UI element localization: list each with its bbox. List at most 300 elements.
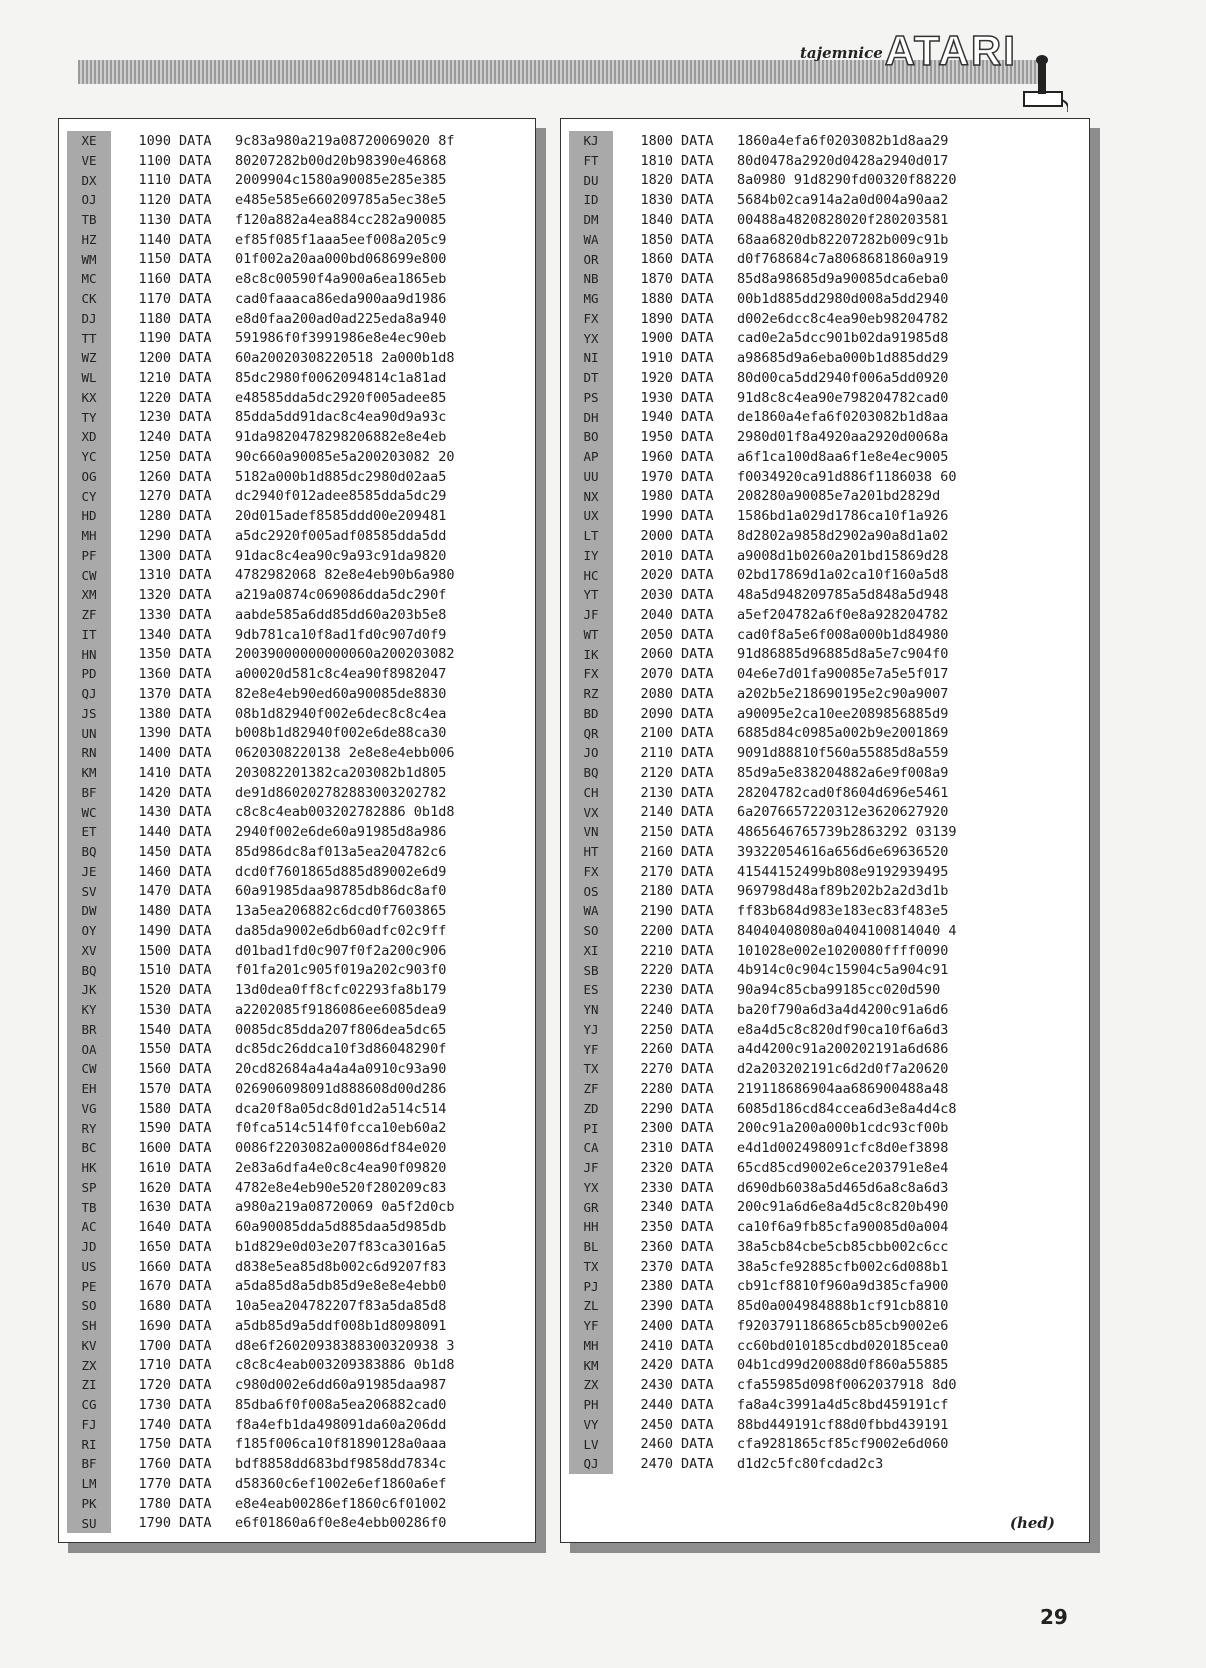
checksum-code: VG <box>67 1099 111 1119</box>
line-number: 1850 <box>640 231 673 248</box>
hex-data: 08b1d82940f002e6dec8c8c4ea <box>235 705 447 722</box>
data-keyword: DATA <box>681 705 714 722</box>
hex-data: d2a203202191c6d2d0f7a20620 <box>737 1061 949 1078</box>
line-number: 1610 <box>138 1159 171 1176</box>
line-number: 2390 <box>640 1298 673 1315</box>
checksum-code: BQ <box>67 842 111 862</box>
hex-data: a980a219a08720069 0a5f2d0cb <box>235 1199 455 1216</box>
checksum-code: CW <box>67 1059 111 1079</box>
hex-data: a4d4200c91a200202191a6d686 <box>737 1041 949 1058</box>
hex-data: 13a5ea206882c6dcd0f7603865 <box>235 903 447 920</box>
checksum-code: CW <box>67 566 111 586</box>
hex-data: dcd0f7601865d885d89002e6d9 <box>235 863 447 880</box>
code-line <box>569 585 956 605</box>
checksum-code: SB <box>569 961 613 981</box>
code-line <box>67 1217 454 1237</box>
data-keyword: DATA <box>681 211 714 228</box>
hex-data: c8c8c4eab003209383886 0b1d8 <box>235 1357 455 1374</box>
line-number: 1680 <box>138 1298 171 1315</box>
listing-panel-left <box>58 118 536 1543</box>
hex-data: 200c91a6d6e8a4d5c8c820b490 <box>737 1199 949 1216</box>
checksum-code: FJ <box>67 1415 111 1435</box>
checksum-code: MC <box>67 269 111 289</box>
hex-data: dc85dc26ddca10f3d86048290f <box>235 1041 447 1058</box>
code-line <box>67 645 454 665</box>
data-keyword: DATA <box>681 1080 714 1097</box>
data-keyword: DATA <box>681 903 714 920</box>
line-number: 1510 <box>138 962 171 979</box>
checksum-code: OG <box>67 467 111 487</box>
hex-data: 6a2076657220312e3620627920 <box>737 804 949 821</box>
checksum-code: ZX <box>569 1375 613 1395</box>
line-number: 1620 <box>138 1179 171 1196</box>
hex-data: 60a90085dda5d885daa5d985db <box>235 1219 447 1236</box>
data-keyword: DATA <box>681 606 714 623</box>
checksum-code: HH <box>569 1217 613 1237</box>
line-number: 1920 <box>640 369 673 386</box>
line-number: 1260 <box>138 468 171 485</box>
hex-data: cc60bd010185cdbd020185cea0 <box>737 1337 949 1354</box>
data-keyword: DATA <box>681 1021 714 1038</box>
hex-data: 85dba6f0f008a5ea206882cad0 <box>235 1396 447 1413</box>
data-keyword: DATA <box>681 784 714 801</box>
code-line <box>569 467 956 487</box>
line-number: 1630 <box>138 1199 171 1216</box>
checksum-code: QJ <box>569 1454 613 1474</box>
line-number: 1210 <box>138 369 171 386</box>
code-line <box>67 1296 454 1316</box>
code-line <box>569 1375 956 1395</box>
checksum-code: WC <box>67 803 111 823</box>
checksum-code: OR <box>569 250 613 270</box>
hex-data: 591986f0f3991986e8e4ec90eb <box>235 330 447 347</box>
hex-data: 84040408080a0404100814040 4 <box>737 922 957 939</box>
checksum-code: JD <box>67 1237 111 1257</box>
checksum-code: PJ <box>569 1277 613 1297</box>
line-number: 2300 <box>640 1120 673 1137</box>
checksum-code: RN <box>67 743 111 763</box>
data-keyword: DATA <box>179 784 212 801</box>
checksum-code: BC <box>67 1138 111 1158</box>
line-number: 1200 <box>138 350 171 367</box>
code-line <box>67 1277 454 1297</box>
data-keyword: DATA <box>179 863 212 880</box>
data-keyword: DATA <box>681 508 714 525</box>
code-line <box>569 1178 956 1198</box>
code-line <box>569 1454 956 1474</box>
checksum-code: UN <box>67 724 111 744</box>
checksum-code: WZ <box>67 348 111 368</box>
data-keyword: DATA <box>681 1179 714 1196</box>
code-line <box>67 684 454 704</box>
hex-data: e8e4eab00286ef1860c6f01002 <box>235 1495 447 1512</box>
hex-data: 91da9820478298206882e8e4eb <box>235 429 447 446</box>
code-line <box>67 842 454 862</box>
line-number: 2250 <box>640 1021 673 1038</box>
hex-data: 200c91a200a000b1cdc93cf00b <box>737 1120 949 1137</box>
line-number: 2280 <box>640 1080 673 1097</box>
checksum-code: VY <box>569 1415 613 1435</box>
data-keyword: DATA <box>681 804 714 821</box>
data-keyword: DATA <box>179 626 212 643</box>
code-line <box>67 1336 454 1356</box>
hex-data: 85d8a98685d9a90085dca6eba0 <box>737 271 949 288</box>
hex-data: 1586bd1a029d1786ca10f1a926 <box>737 508 949 525</box>
hex-data: d01bad1fd0c907f0f2a200c906 <box>235 942 447 959</box>
line-number: 2370 <box>640 1258 673 1275</box>
checksum-code: CH <box>569 783 613 803</box>
data-keyword: DATA <box>681 192 714 209</box>
line-number: 1590 <box>138 1120 171 1137</box>
hex-data: 219118686904aa686900488a48 <box>737 1080 949 1097</box>
data-keyword: DATA <box>179 824 212 841</box>
data-keyword: DATA <box>179 211 212 228</box>
data-keyword: DATA <box>179 330 212 347</box>
code-line <box>67 427 454 447</box>
data-keyword: DATA <box>681 646 714 663</box>
data-keyword: DATA <box>681 409 714 426</box>
code-line <box>569 625 956 645</box>
line-number: 1170 <box>138 290 171 307</box>
checksum-code: HD <box>67 506 111 526</box>
checksum-code: JK <box>67 980 111 1000</box>
data-keyword: DATA <box>681 527 714 544</box>
code-line <box>67 1494 454 1514</box>
checksum-code: SO <box>569 921 613 941</box>
data-keyword: DATA <box>681 824 714 841</box>
hex-data: cfa55985d098f0062037918 8d0 <box>737 1377 957 1394</box>
checksum-code: US <box>67 1257 111 1277</box>
code-line <box>569 1198 956 1218</box>
line-number: 1560 <box>138 1061 171 1078</box>
data-keyword: DATA <box>179 942 212 959</box>
line-number: 2400 <box>640 1317 673 1334</box>
hex-data: da85da9002e6db60adfc02c9ff <box>235 922 447 939</box>
line-number: 1540 <box>138 1021 171 1038</box>
data-keyword: DATA <box>179 488 212 505</box>
hex-data: cad0e2a5dcc901b02da91985d8 <box>737 330 949 347</box>
code-line <box>569 1336 956 1356</box>
line-number: 2080 <box>640 685 673 702</box>
data-keyword: DATA <box>681 132 714 149</box>
data-keyword: DATA <box>179 389 212 406</box>
data-keyword: DATA <box>681 1337 714 1354</box>
code-line <box>67 1356 454 1376</box>
code-line <box>569 1158 956 1178</box>
checksum-code: BD <box>569 704 613 724</box>
code-line <box>67 566 454 586</box>
checksum-code: BL <box>569 1237 613 1257</box>
code-line <box>67 941 454 961</box>
hex-data: 8d2802a9858d2902a90a8d1a02 <box>737 527 949 544</box>
data-keyword: DATA <box>179 290 212 307</box>
checksum-code: GR <box>569 1198 613 1218</box>
code-line <box>67 1395 454 1415</box>
line-number: 2050 <box>640 626 673 643</box>
hex-data: f0034920ca91d886f1186038 60 <box>737 468 957 485</box>
data-keyword: DATA <box>179 843 212 860</box>
data-keyword: DATA <box>681 1001 714 1018</box>
code-line <box>569 190 956 210</box>
hex-data: dc2940f012adee8585dda5dc29 <box>235 488 447 505</box>
checksum-code: TX <box>569 1257 613 1277</box>
code-line <box>569 901 956 921</box>
line-number: 1670 <box>138 1278 171 1295</box>
magazine-logo <box>800 22 1017 72</box>
checksum-code: YC <box>67 447 111 467</box>
checksum-code: ZX <box>67 1356 111 1376</box>
page-number: 29 <box>1040 1605 1068 1629</box>
code-line <box>569 487 956 507</box>
hex-data: aabde585a6dd85dd60a203b5e8 <box>235 606 447 623</box>
code-column-right <box>569 131 956 1474</box>
data-keyword: DATA <box>179 1100 212 1117</box>
checksum-code: RI <box>67 1435 111 1455</box>
data-keyword: DATA <box>179 1357 212 1374</box>
hex-data: 85dc2980f0062094814c1a81ad <box>235 369 447 386</box>
code-line <box>67 1316 454 1336</box>
data-keyword: DATA <box>179 587 212 604</box>
line-number: 1180 <box>138 310 171 327</box>
checksum-code: UU <box>569 467 613 487</box>
hex-data: a2202085f9186086ee6085dea9 <box>235 1001 447 1018</box>
checksum-code: PH <box>569 1395 613 1415</box>
line-number: 2230 <box>640 982 673 999</box>
checksum-code: BQ <box>67 961 111 981</box>
hex-data: d838e5ea85d8b002c6d9207f83 <box>235 1258 447 1275</box>
author-signature: (hed) <box>1009 1514 1055 1532</box>
line-number: 1190 <box>138 330 171 347</box>
line-number: 1250 <box>138 448 171 465</box>
code-line <box>569 269 956 289</box>
code-line <box>67 1514 454 1534</box>
code-line <box>67 1237 454 1257</box>
data-keyword: DATA <box>179 646 212 663</box>
checksum-code: PK <box>67 1494 111 1514</box>
checksum-code: MH <box>569 1336 613 1356</box>
data-keyword: DATA <box>179 152 212 169</box>
code-line <box>569 230 956 250</box>
hex-data: ba20f790a6d3a4d4200c91a6d6 <box>737 1001 949 1018</box>
code-line <box>569 1138 956 1158</box>
hex-data: 20cd82684a4a4a4a0910c93a90 <box>235 1061 447 1078</box>
data-keyword: DATA <box>179 192 212 209</box>
checksum-code: HZ <box>67 230 111 250</box>
checksum-code: QR <box>569 724 613 744</box>
hex-data: f185f006ca10f81890128a0aaa <box>235 1436 447 1453</box>
checksum-code: KM <box>67 763 111 783</box>
checksum-code: HT <box>569 842 613 862</box>
hex-data: 04e6e7d01fa90085e7a5e5f017 <box>737 666 949 683</box>
line-number: 2100 <box>640 725 673 742</box>
line-number: 2040 <box>640 606 673 623</box>
code-line <box>569 1277 956 1297</box>
hex-data: e485e585e660209785a5ec38e5 <box>235 192 447 209</box>
line-number: 2060 <box>640 646 673 663</box>
data-keyword: DATA <box>179 1416 212 1433</box>
code-line <box>67 1020 454 1040</box>
code-line <box>569 684 956 704</box>
data-keyword: DATA <box>179 725 212 742</box>
hex-data: 2980d01f8a4920aa2920d0068a <box>737 429 949 446</box>
hex-data: dca20f8a05dc8d01d2a514c514 <box>235 1100 447 1117</box>
checksum-code: TB <box>67 1198 111 1218</box>
code-line <box>569 1079 956 1099</box>
checksum-code: VE <box>67 151 111 171</box>
checksum-code: BQ <box>569 763 613 783</box>
data-keyword: DATA <box>681 942 714 959</box>
line-number: 1470 <box>138 883 171 900</box>
data-keyword: DATA <box>681 1120 714 1137</box>
data-keyword: DATA <box>681 271 714 288</box>
code-line <box>569 1415 956 1435</box>
code-line <box>67 289 454 309</box>
checksum-code: VX <box>569 803 613 823</box>
data-keyword: DATA <box>179 429 212 446</box>
data-keyword: DATA <box>681 1456 714 1473</box>
line-number: 2220 <box>640 962 673 979</box>
code-line <box>569 408 956 428</box>
line-number: 1580 <box>138 1100 171 1117</box>
line-number: 1330 <box>138 606 171 623</box>
data-keyword: DATA <box>681 1317 714 1334</box>
checksum-code: XD <box>67 427 111 447</box>
hex-data: 91d86885d96885d8a5e7c904f0 <box>737 646 949 663</box>
checksum-code: OJ <box>67 190 111 210</box>
hex-data: fa8a4c3991a4d5c8bd459191cf <box>737 1396 949 1413</box>
data-keyword: DATA <box>681 231 714 248</box>
data-keyword: DATA <box>179 764 212 781</box>
checksum-code: JF <box>569 605 613 625</box>
checksum-code: ZF <box>67 605 111 625</box>
checksum-code: JE <box>67 862 111 882</box>
line-number: 1490 <box>138 922 171 939</box>
code-line <box>67 210 454 230</box>
code-line <box>67 803 454 823</box>
line-number: 1120 <box>138 192 171 209</box>
checksum-code: TY <box>67 408 111 428</box>
code-line <box>67 250 454 270</box>
checksum-code: HC <box>569 566 613 586</box>
checksum-code: JF <box>569 1158 613 1178</box>
code-line <box>67 230 454 250</box>
line-number: 2020 <box>640 567 673 584</box>
data-keyword: DATA <box>179 251 212 268</box>
hex-data: 9db781ca10f8ad1fd0c907d0f9 <box>235 626 447 643</box>
checksum-code: YJ <box>569 1020 613 1040</box>
line-number: 2260 <box>640 1041 673 1058</box>
hex-data: 65cd85cd9002e6ce203791e8e4 <box>737 1159 949 1176</box>
hex-data: f9203791186865cb85cb9002e6 <box>737 1317 949 1334</box>
code-line <box>569 427 956 447</box>
line-number: 1410 <box>138 764 171 781</box>
hex-data: 85dda5dd91dac8c4ea90d9a93c <box>235 409 447 426</box>
code-line <box>569 941 956 961</box>
code-line <box>67 506 454 526</box>
line-number: 2420 <box>640 1357 673 1374</box>
line-number: 1710 <box>138 1357 171 1374</box>
code-line <box>569 921 956 941</box>
data-keyword: DATA <box>681 685 714 702</box>
line-number: 1870 <box>640 271 673 288</box>
hex-data: 0085dc85dda207f806dea5dc65 <box>235 1021 447 1038</box>
code-line <box>569 1217 956 1237</box>
data-keyword: DATA <box>179 1140 212 1157</box>
line-number: 1780 <box>138 1495 171 1512</box>
code-line <box>67 980 454 1000</box>
hex-data: 208280a90085e7a201bd2829d <box>737 488 941 505</box>
hex-data: e8a4d5c8c820df90ca10f6a6d3 <box>737 1021 949 1038</box>
hex-data: 82e8e4eb90ed60a90085de8830 <box>235 685 447 702</box>
data-keyword: DATA <box>179 666 212 683</box>
checksum-code: AC <box>67 1217 111 1237</box>
data-keyword: DATA <box>681 1396 714 1413</box>
checksum-code: DT <box>569 368 613 388</box>
hex-data: 6885d84c0985a002b9e2001869 <box>737 725 949 742</box>
hex-data: 28204782cad0f8604d696e5461 <box>737 784 949 801</box>
hex-data: c8c8c4eab003202782886 0b1d8 <box>235 804 455 821</box>
line-number: 1420 <box>138 784 171 801</box>
line-number: 1550 <box>138 1041 171 1058</box>
hex-data: 68aa6820db82207282b009c91b <box>737 231 949 248</box>
data-keyword: DATA <box>179 606 212 623</box>
line-number: 1830 <box>640 192 673 209</box>
data-keyword: DATA <box>681 1140 714 1157</box>
hex-data: 10a5ea204782207f83a5da85d8 <box>235 1298 447 1315</box>
code-line <box>569 743 956 763</box>
hex-data: ff83b684d983e183ec83f483e5 <box>737 903 949 920</box>
line-number: 1220 <box>138 389 171 406</box>
code-line <box>67 329 454 349</box>
checksum-code: EH <box>67 1079 111 1099</box>
data-keyword: DATA <box>681 764 714 781</box>
line-number: 1460 <box>138 863 171 880</box>
checksum-code: OS <box>569 882 613 902</box>
code-line <box>569 131 956 151</box>
hex-data: 60a20020308220518 2a000b1d8 <box>235 350 455 367</box>
hex-data: a219a0874c069086dda5dc290f <box>235 587 447 604</box>
data-keyword: DATA <box>179 310 212 327</box>
data-keyword: DATA <box>681 962 714 979</box>
checksum-code: LT <box>569 526 613 546</box>
data-keyword: DATA <box>179 1456 212 1473</box>
line-number: 1650 <box>138 1238 171 1255</box>
hex-data: c980d002e6dd60a91985daa987 <box>235 1377 447 1394</box>
line-number: 1910 <box>640 350 673 367</box>
data-keyword: DATA <box>681 1199 714 1216</box>
data-keyword: DATA <box>681 1278 714 1295</box>
data-keyword: DATA <box>179 1080 212 1097</box>
hex-data: d0f768684c7a8068681860a919 <box>737 251 949 268</box>
line-number: 1570 <box>138 1080 171 1097</box>
hex-data: a5db85d9a5ddf008b1d8098091 <box>235 1317 447 1334</box>
data-keyword: DATA <box>681 883 714 900</box>
checksum-code: BR <box>67 1020 111 1040</box>
line-number: 1360 <box>138 666 171 683</box>
hex-data: 91d8c8c4ea90e798204782cad0 <box>737 389 949 406</box>
data-keyword: DATA <box>681 429 714 446</box>
code-line <box>569 171 956 191</box>
checksum-code: WA <box>569 230 613 250</box>
code-line <box>569 447 956 467</box>
code-line <box>569 822 956 842</box>
checksum-code: TX <box>569 1059 613 1079</box>
joystick-icon <box>1018 52 1068 112</box>
hex-data: 85d0a004984888b1cf91cb8810 <box>737 1298 949 1315</box>
magazine-tagline: tajemnice <box>800 44 883 62</box>
data-keyword: DATA <box>681 290 714 307</box>
data-keyword: DATA <box>179 1377 212 1394</box>
